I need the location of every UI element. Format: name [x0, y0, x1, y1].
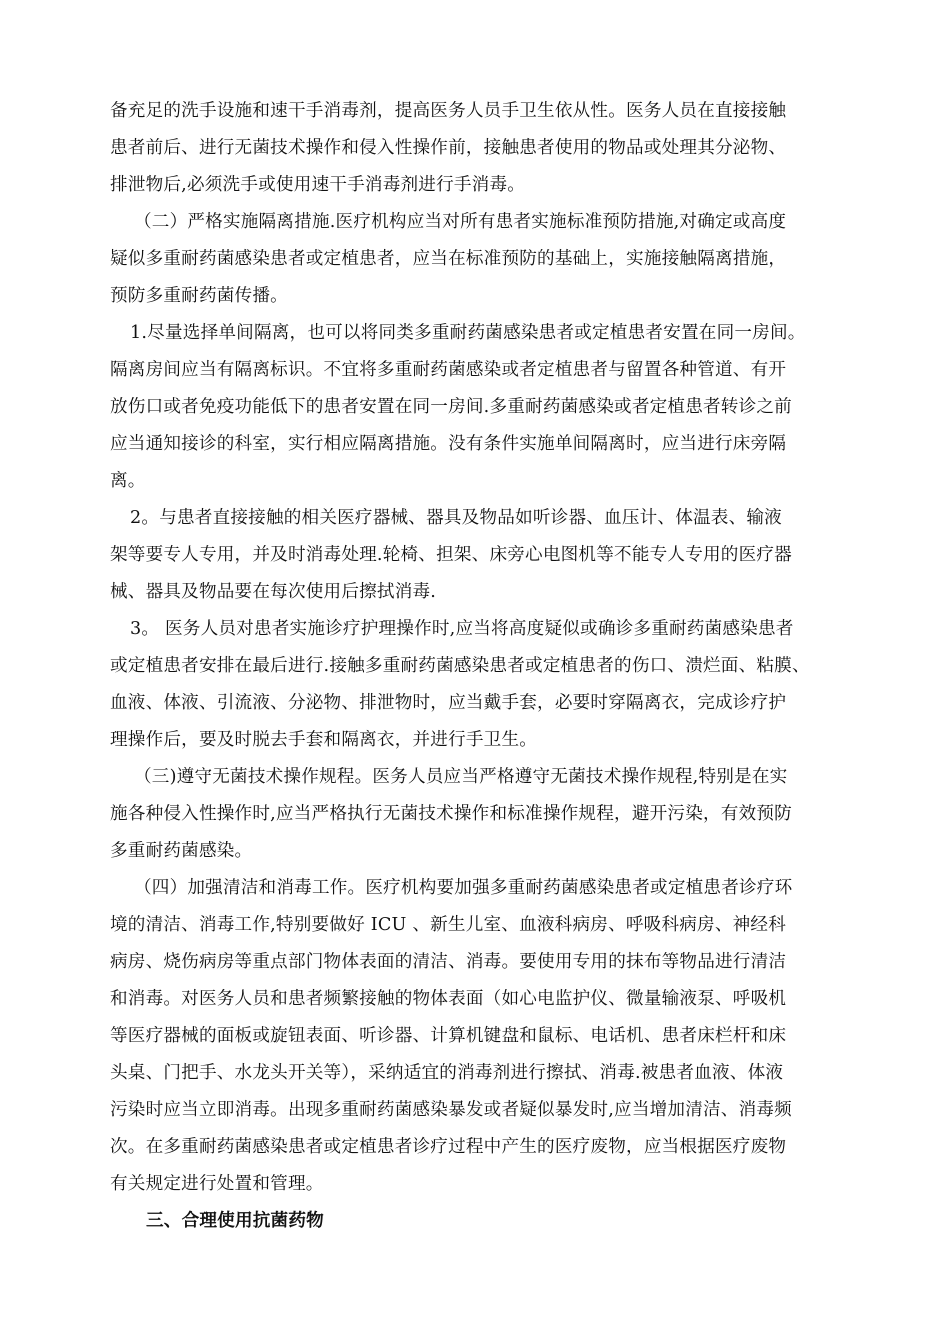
text-line-12: 2。与患者直接接触的相关医疗器械、器具及物品如听诊器、血压计、体温表、输液 [130, 508, 782, 528]
text-line-9: 放伤口或者免疫功能低下的患者安置在同一房间.多重耐药菌感染或者定植患者转诊之前 [110, 397, 792, 417]
text-line-30: 有关规定进行处置和管理。 [110, 1174, 324, 1194]
text-line-23: 境的清洁、消毒工作,特别要做好 ICU 、新生儿室、血液科病房、呼吸科病房、神经科 [110, 915, 787, 935]
text-line-13: 架等要专人专用，并及时消毒处理.轮椅、担架、床旁心电图机等不能专人专用的医疗器 [110, 545, 792, 565]
text-line-6: 预防多重耐药菌传播。 [110, 286, 288, 306]
text-line-25: 和消毒。对医务人员和患者频繁接触的物体表面（如心电监护仪、微量输液泵、呼吸机 [110, 989, 787, 1009]
text-line-29: 次。在多重耐药菌感染患者或定植患者诊疗过程中产生的医疗废物，应当根据医疗废物 [110, 1137, 787, 1157]
text-line-11: 离。 [110, 471, 146, 491]
text-line-16: 或定植患者安排在最后进行.接触多重耐药菌感染患者或定植患者的伤口、溃烂面、粘膜、 [110, 656, 810, 676]
text-line-19: （三)遵守无菌技术操作规程。医务人员应当严格遵守无菌技术操作规程,特别是在实 [134, 767, 788, 787]
text-line-1: 备充足的洗手设施和速干手消毒剂，提高医务人员手卫生依从性。医务人员在直接接触 [110, 101, 787, 121]
text-line-26: 等医疗器械的面板或旋钮表面、听诊器、计算机键盘和鼠标、电话机、患者床栏杆和床 [110, 1026, 787, 1046]
text-line-10: 应当通知接诊的科室，实行相应隔离措施。没有条件实施单间隔离时，应当进行床旁隔 [110, 434, 787, 454]
text-line-20: 施各种侵入性操作时,应当严格执行无菌技术操作和标准操作规程，避开污染，有效预防 [110, 804, 792, 824]
text-line-3: 排泄物后,必须洗手或使用速干手消毒剂进行手消毒。 [110, 175, 526, 195]
text-line-18: 理操作后，要及时脱去手套和隔离衣，并进行手卫生。 [110, 730, 538, 750]
section-heading: 三、合理使用抗菌药物 [146, 1210, 324, 1231]
text-line-14: 械、器具及物品要在每次使用后擦拭消毒. [110, 582, 437, 602]
text-line-8: 隔离房间应当有隔离标识。不宜将多重耐药菌感染或者定植患者与留置各种管道、有开 [110, 360, 787, 380]
text-line-7: 1.尽量选择单间隔离，也可以将同类多重耐药菌感染患者或定植患者安置在同一房间。 [130, 323, 806, 343]
text-line-27: 头桌、门把手、水龙头开关等），采纳适宜的消毒剂进行擦拭、消毒.被患者血液、体液 [110, 1063, 784, 1083]
text-line-4: （二）严格实施隔离措施.医疗机构应当对所有患者实施标准预防措施,对确定或高度 [134, 212, 787, 232]
text-line-21: 多重耐药菌感染。 [110, 841, 253, 861]
text-line-22: （四）加强清洁和消毒工作。医疗机构要加强多重耐药菌感染患者或定植患者诊疗环 [134, 878, 793, 898]
text-line-28: 污染时应当立即消毒。出现多重耐药菌感染暴发或者疑似暴发时,应当增加清洁、消毒频 [110, 1100, 792, 1120]
text-line-17: 血液、体液、引流液、分泌物、排泄物时，应当戴手套，必要时穿隔离衣，完成诊疗护 [110, 693, 787, 713]
text-line-15: 3。 医务人员对患者实施诊疗护理操作时,应当将高度疑似或确诊多重耐药菌感染患者 [130, 619, 794, 639]
text-line-2: 患者前后、进行无菌技术操作和侵入性操作前，接触患者使用的物品或处理其分泌物、 [110, 138, 787, 158]
text-line-5: 疑似多重耐药菌感染患者或定植患者，应当在标准预防的基础上，实施接触隔离措施， [110, 249, 787, 269]
text-line-24: 病房、烧伤病房等重点部门物体表面的清洁、消毒。要使用专用的抹布等物品进行清洁 [110, 952, 787, 972]
